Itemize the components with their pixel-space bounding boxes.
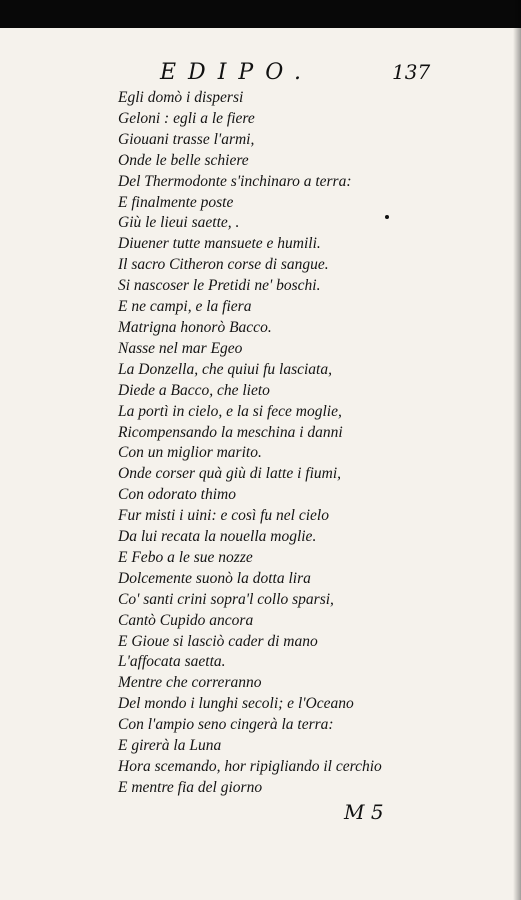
verse-line: L'affocata saetta.	[118, 653, 226, 671]
verse-line: Diede a Bacco, che lieto	[118, 381, 270, 399]
verse-line: Con l'ampio seno cingerà la terra:	[118, 716, 334, 734]
verse-line: Con odorato thimo	[118, 486, 236, 504]
verse-line: Da lui recata la nouella moglie.	[118, 528, 317, 546]
verse-line: Si nascoser le Pretidi ne' boschi.	[118, 277, 321, 295]
verse-line: Il sacro Citheron corse di sangue.	[118, 256, 329, 274]
verse-line: Diuener tutte mansuete e humili.	[118, 235, 321, 253]
verse-line: E girerà la Luna	[118, 737, 222, 755]
verse-line: Giouani trasse l'armi,	[118, 130, 255, 148]
verse-line: Ricompensando la meschina i danni	[118, 423, 343, 441]
verse-line: Onde le belle schiere	[118, 151, 249, 169]
verse-line: E ne campi, e la fiera	[118, 298, 252, 316]
verse-line: La Donzella, che quiui fu lasciata,	[118, 360, 332, 378]
verse-line: Del mondo i lunghi secoli; e l'Oceano	[118, 695, 354, 713]
verse-list	[118, 88, 408, 799]
verse-line: Co' santi crini sopra'l collo sparsi,	[118, 590, 334, 608]
page-number: 137	[392, 60, 431, 84]
verse-line: Cantò Cupido ancora	[118, 611, 254, 629]
verse-line: E mentre fia del giorno	[118, 778, 263, 796]
page-edge-shadow	[513, 0, 521, 900]
verse-line: Egli domò i dispersi	[118, 89, 244, 106]
verse-line: E Gioue si lasciò cader di mano	[118, 632, 318, 650]
verse-line: E Febo a le sue nozze	[118, 548, 253, 566]
verse-line: Onde corser quà giù di latte i fiumi,	[118, 465, 342, 483]
verse-line: E finalmente poste	[118, 193, 234, 211]
verse-line: Nasse nel mar Egeo	[118, 339, 243, 357]
verse-line: Fur misti i uini: e così fu nel cielo	[118, 507, 329, 525]
verse-line: La portì in cielo, e la si fece moglie,	[118, 402, 342, 420]
ink-dot-ornament	[385, 215, 389, 219]
verse-line: Giù le lieui saette, .	[118, 214, 240, 232]
verse-line: Con un miglior marito.	[118, 444, 262, 462]
running-head: EDIPO.	[160, 60, 313, 85]
signature-mark: M 5	[344, 800, 384, 824]
scan-top-border	[0, 0, 521, 28]
verse-line: Del Thermodonte s'inchinaro a terra:	[118, 172, 352, 190]
verse-line: Dolcemente suonò la dotta lira	[118, 569, 311, 587]
verse-line: Geloni : egli a le fiere	[118, 109, 255, 127]
verse-line: Matrigna honorò Bacco.	[118, 318, 272, 336]
verse-line: Hora scemando, hor ripigliando il cerchio	[118, 758, 382, 775]
verse-line: Mentre che correranno	[118, 674, 262, 692]
